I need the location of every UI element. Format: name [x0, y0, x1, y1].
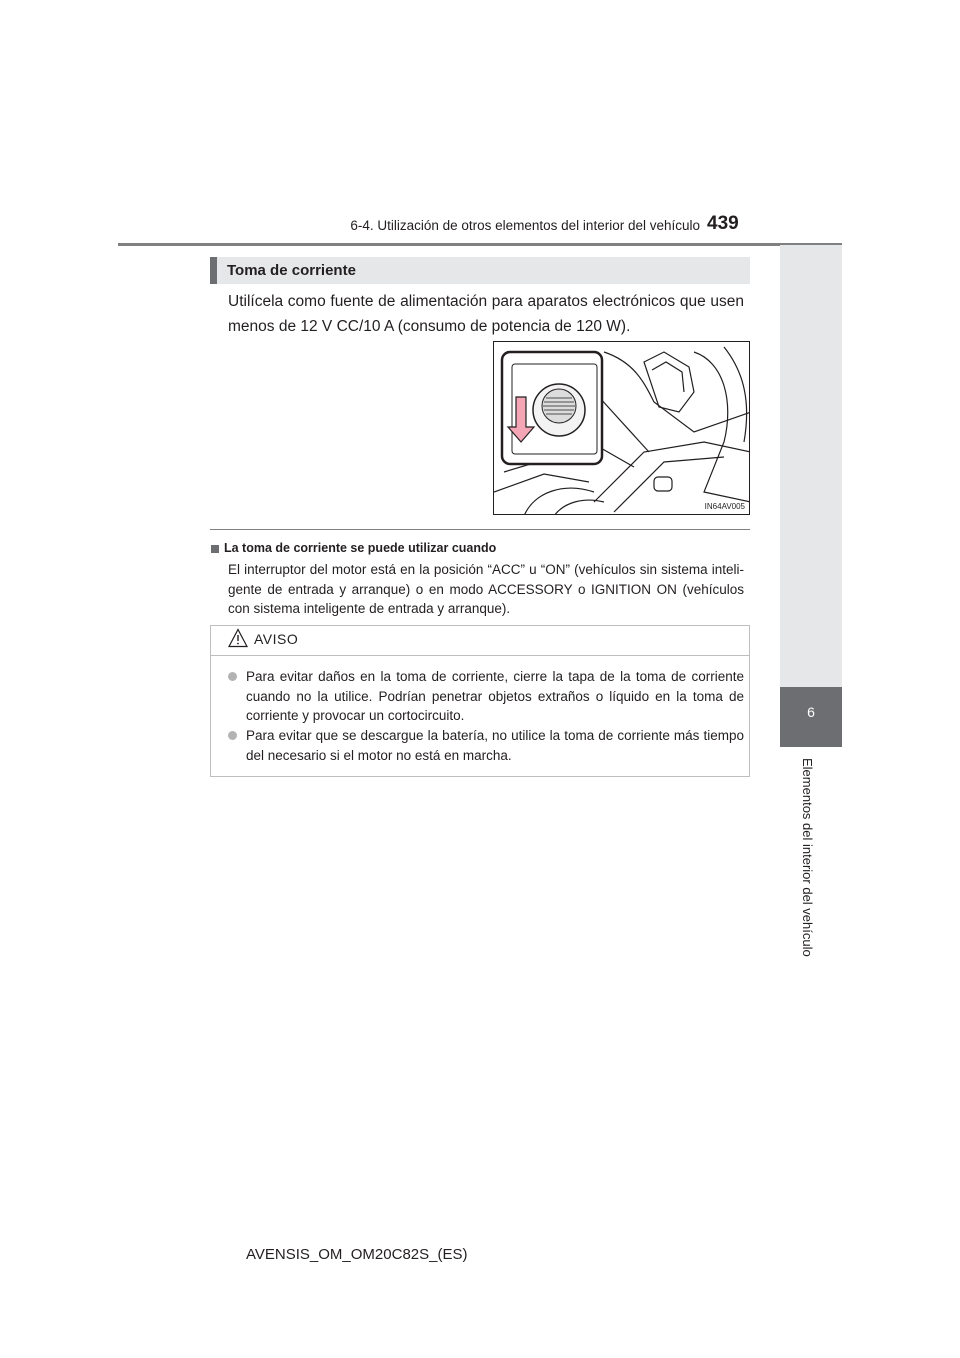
footer-code: AVENSIS_OM_OM20C82S_(ES) [246, 1246, 468, 1263]
power-outlet-illustration [493, 341, 750, 515]
divider-rule [210, 529, 750, 530]
warning-item-text: Para evitar que se descargue la batería, no utilice la toma de corriente más tiempo del necesario si el motor no está en marcha. [246, 728, 744, 763]
warning-triangle-icon [228, 628, 248, 648]
console-drawing [494, 342, 750, 515]
section-heading [210, 257, 750, 284]
note-heading: La toma de corriente se puede utilizar cuando [224, 541, 497, 555]
section-heading-text: Toma de corriente [227, 262, 356, 279]
header-title: 6-4. Utilización de otros elementos del interior del vehículo [350, 218, 700, 233]
page-number: 439 [707, 213, 739, 234]
warning-header-rule [210, 655, 750, 656]
warning-item-text: Para evitar daños en la toma de corriente, cierre la tapa de la toma de corriente cuando no la utilice. Podrían penetrar objetos extraños o líquido en la toma de corriente y provocar un cortocircuito. [246, 669, 744, 723]
bullet-icon [228, 672, 237, 681]
section-heading-bar [210, 257, 217, 284]
side-tab-background [780, 245, 842, 687]
warning-item [228, 667, 744, 726]
warning-item [228, 726, 744, 765]
illustration-code: IN64AV005 [704, 502, 745, 511]
bullet-icon [228, 731, 237, 740]
note-body: El interruptor del motor está en la posición “ACC” u “ON” (vehículos sin sistema inteli-gente de entrada y arranque) o en modo ACCESSORY o IGNITION ON (vehículos con sistema inteligente de entrada y arranque). [228, 562, 744, 616]
section-body: Utilícela como fuente de alimentación para aparatos electrónicos que usen menos de 12 V CC/10 A (consumo de potencia de 120 W). [228, 293, 744, 335]
note-marker-icon [211, 545, 219, 553]
warning-title: AVISO [254, 631, 299, 647]
header-rule [118, 243, 842, 246]
side-tab-label: Elementos del interior del vehículo [800, 758, 815, 957]
side-tab-number: 6 [807, 704, 815, 720]
